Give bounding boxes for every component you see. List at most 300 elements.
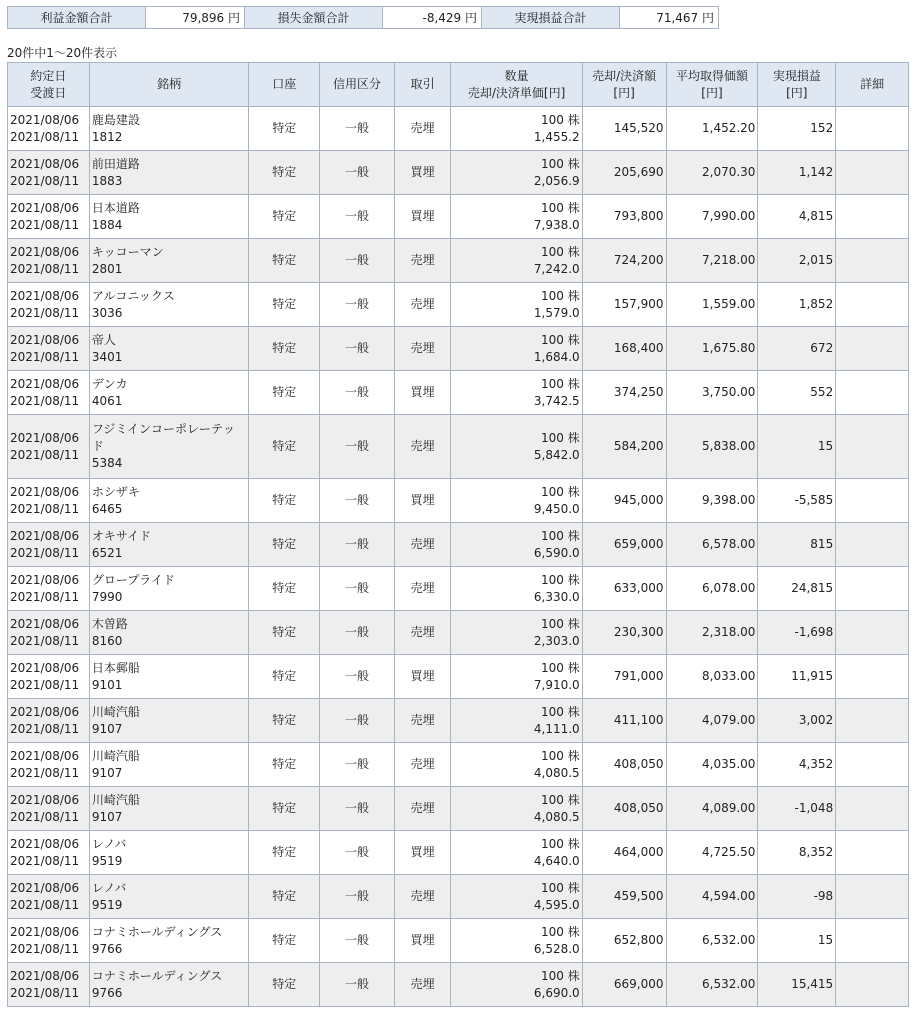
account-cell: 特定 bbox=[249, 831, 320, 875]
avg-cost-cell: 2,070.30 bbox=[666, 151, 758, 195]
detail-cell bbox=[836, 787, 909, 831]
trade-type-cell: 買埋 bbox=[394, 919, 451, 963]
trade-dates-cell bbox=[8, 743, 90, 787]
trade-type-cell: 買埋 bbox=[394, 831, 451, 875]
settle-amount-cell: 793,800 bbox=[582, 195, 666, 239]
security-code: 6465 bbox=[91, 501, 123, 516]
header-qty: 数量 売却/決済単価[円] bbox=[451, 63, 582, 107]
security-cell bbox=[89, 831, 249, 875]
realized-pl-cell: -1,698 bbox=[758, 611, 836, 655]
detail-cell bbox=[836, 283, 909, 327]
account-cell: 特定 bbox=[249, 743, 320, 787]
security-code: 9107 bbox=[91, 721, 123, 736]
avg-cost-cell: 6,532.00 bbox=[666, 963, 758, 1007]
table-row bbox=[8, 963, 909, 1007]
security-name: グロープライド bbox=[91, 572, 175, 587]
trade-type-cell: 売埋 bbox=[394, 611, 451, 655]
avg-cost-cell: 4,594.00 bbox=[666, 875, 758, 919]
security-code: 1884 bbox=[91, 217, 123, 232]
trade-type-cell: 売埋 bbox=[394, 787, 451, 831]
quantity: 100 株 bbox=[540, 288, 580, 303]
trade-type-cell: 売埋 bbox=[394, 875, 451, 919]
settle-date: 2021/08/11 bbox=[10, 217, 80, 232]
settle-date: 2021/08/11 bbox=[10, 305, 80, 320]
trade-dates-cell bbox=[8, 523, 90, 567]
settle-date: 2021/08/11 bbox=[10, 545, 80, 560]
table-row bbox=[8, 699, 909, 743]
table-row bbox=[8, 655, 909, 699]
qty-price-cell bbox=[451, 239, 582, 283]
security-cell bbox=[89, 743, 249, 787]
trade-type-cell: 売埋 bbox=[394, 523, 451, 567]
account-cell: 特定 bbox=[249, 963, 320, 1007]
table-row bbox=[8, 523, 909, 567]
credit-cell: 一般 bbox=[320, 831, 395, 875]
settle-date: 2021/08/11 bbox=[10, 589, 80, 604]
quantity: 100 株 bbox=[540, 376, 580, 391]
settle-price: 2,303.0 bbox=[533, 633, 580, 648]
trade-dates-cell bbox=[8, 963, 90, 1007]
detail-cell bbox=[836, 831, 909, 875]
qty-price-cell bbox=[451, 831, 582, 875]
settle-price: 7,242.0 bbox=[533, 261, 580, 276]
qty-price-cell bbox=[451, 371, 582, 415]
realized-pl-cell: 1,142 bbox=[758, 151, 836, 195]
security-name: 木曽路 bbox=[91, 616, 128, 631]
settle-price: 4,595.0 bbox=[533, 897, 580, 912]
account-cell: 特定 bbox=[249, 479, 320, 523]
trade-date: 2021/08/06 bbox=[10, 836, 80, 851]
security-code: 3401 bbox=[91, 349, 123, 364]
table-row bbox=[8, 107, 909, 151]
detail-cell bbox=[836, 479, 909, 523]
table-row bbox=[8, 875, 909, 919]
detail-cell bbox=[836, 919, 909, 963]
account-cell: 特定 bbox=[249, 107, 320, 151]
realized-pl-cell: 4,352 bbox=[758, 743, 836, 787]
loss-total-value: -8,429 円 bbox=[383, 7, 482, 29]
trade-date: 2021/08/06 bbox=[10, 968, 80, 983]
trade-dates-cell bbox=[8, 239, 90, 283]
account-cell: 特定 bbox=[249, 655, 320, 699]
quantity: 100 株 bbox=[540, 528, 580, 543]
realized-pl-cell: 1,852 bbox=[758, 283, 836, 327]
security-name: 日本道路 bbox=[91, 200, 140, 215]
settle-price: 1,579.0 bbox=[533, 305, 580, 320]
trade-date: 2021/08/06 bbox=[10, 332, 80, 347]
qty-price-cell bbox=[451, 523, 582, 567]
trade-type-cell: 買埋 bbox=[394, 151, 451, 195]
table-row bbox=[8, 611, 909, 655]
security-code: 9519 bbox=[91, 897, 123, 912]
detail-cell bbox=[836, 963, 909, 1007]
security-code: 6521 bbox=[91, 545, 123, 560]
security-cell bbox=[89, 919, 249, 963]
credit-cell: 一般 bbox=[320, 239, 395, 283]
settle-amount-cell: 791,000 bbox=[582, 655, 666, 699]
credit-cell: 一般 bbox=[320, 371, 395, 415]
security-code: 2801 bbox=[91, 261, 123, 276]
qty-price-cell bbox=[451, 743, 582, 787]
security-cell bbox=[89, 787, 249, 831]
table-row bbox=[8, 479, 909, 523]
credit-cell: 一般 bbox=[320, 283, 395, 327]
settle-date: 2021/08/11 bbox=[10, 897, 80, 912]
credit-cell: 一般 bbox=[320, 567, 395, 611]
avg-cost-cell: 6,578.00 bbox=[666, 523, 758, 567]
security-cell bbox=[89, 479, 249, 523]
settle-date: 2021/08/11 bbox=[10, 809, 80, 824]
settle-amount-cell: 659,000 bbox=[582, 523, 666, 567]
detail-cell bbox=[836, 567, 909, 611]
table-header-row bbox=[8, 63, 909, 107]
detail-cell bbox=[836, 611, 909, 655]
settle-amount-cell: 411,100 bbox=[582, 699, 666, 743]
realized-pl-cell: 2,015 bbox=[758, 239, 836, 283]
credit-cell: 一般 bbox=[320, 743, 395, 787]
trade-dates-cell bbox=[8, 371, 90, 415]
security-cell bbox=[89, 283, 249, 327]
detail-cell bbox=[836, 107, 909, 151]
security-name: ホシザキ bbox=[91, 484, 140, 499]
header-trade: 取引 bbox=[394, 63, 451, 107]
realized-pl-cell: 15 bbox=[758, 415, 836, 479]
trade-type-cell: 買埋 bbox=[394, 479, 451, 523]
realized-total-value: 71,467 円 bbox=[620, 7, 719, 29]
settle-amount-cell: 157,900 bbox=[582, 283, 666, 327]
realized-pl-table bbox=[7, 62, 909, 1007]
table-row bbox=[8, 567, 909, 611]
profit-total-label: 利益金額合計 bbox=[8, 7, 146, 29]
table-row bbox=[8, 371, 909, 415]
qty-price-cell bbox=[451, 327, 582, 371]
quantity: 100 株 bbox=[540, 244, 580, 259]
credit-cell: 一般 bbox=[320, 479, 395, 523]
header-detail: 詳細 bbox=[836, 63, 909, 107]
settle-amount-cell: 652,800 bbox=[582, 919, 666, 963]
avg-cost-cell: 4,089.00 bbox=[666, 787, 758, 831]
settle-price: 6,590.0 bbox=[533, 545, 580, 560]
settle-price: 6,528.0 bbox=[533, 941, 580, 956]
detail-cell bbox=[836, 195, 909, 239]
security-code: 3036 bbox=[91, 305, 123, 320]
qty-price-cell bbox=[451, 787, 582, 831]
settle-date: 2021/08/11 bbox=[10, 393, 80, 408]
trade-date: 2021/08/06 bbox=[10, 616, 80, 631]
realized-pl-cell: 24,815 bbox=[758, 567, 836, 611]
settle-date: 2021/08/11 bbox=[10, 677, 80, 692]
settle-amount-cell: 724,200 bbox=[582, 239, 666, 283]
security-cell bbox=[89, 699, 249, 743]
trade-date: 2021/08/06 bbox=[10, 880, 80, 895]
account-cell: 特定 bbox=[249, 371, 320, 415]
security-code: 9101 bbox=[91, 677, 123, 692]
security-cell bbox=[89, 655, 249, 699]
trade-date: 2021/08/06 bbox=[10, 200, 80, 215]
security-name: 川崎汽船 bbox=[91, 704, 140, 719]
qty-price-cell bbox=[451, 611, 582, 655]
settle-date: 2021/08/11 bbox=[10, 349, 80, 364]
quantity: 100 株 bbox=[540, 430, 580, 445]
detail-cell bbox=[836, 523, 909, 567]
trade-date: 2021/08/06 bbox=[10, 924, 80, 939]
security-cell bbox=[89, 151, 249, 195]
security-code: 5384 bbox=[91, 456, 123, 470]
qty-price-cell bbox=[451, 151, 582, 195]
security-name: オキサイド bbox=[91, 528, 151, 543]
settle-price: 4,640.0 bbox=[533, 853, 580, 868]
settle-price: 4,111.0 bbox=[533, 721, 580, 736]
security-code: 1883 bbox=[91, 173, 123, 188]
security-name: 日本郵船 bbox=[91, 660, 140, 675]
realized-pl-cell: 4,815 bbox=[758, 195, 836, 239]
account-cell: 特定 bbox=[249, 787, 320, 831]
trade-dates-cell bbox=[8, 327, 90, 371]
trade-dates-cell bbox=[8, 831, 90, 875]
trade-dates-cell bbox=[8, 567, 90, 611]
security-cell bbox=[89, 523, 249, 567]
quantity: 100 株 bbox=[540, 968, 580, 983]
realized-pl-cell: 15,415 bbox=[758, 963, 836, 1007]
settle-date: 2021/08/11 bbox=[10, 129, 80, 144]
account-cell: 特定 bbox=[249, 415, 320, 479]
quantity: 100 株 bbox=[540, 156, 580, 171]
settle-date: 2021/08/11 bbox=[10, 633, 80, 648]
qty-price-cell bbox=[451, 195, 582, 239]
settle-price: 3,742.5 bbox=[533, 393, 580, 408]
security-cell bbox=[89, 239, 249, 283]
realized-pl-cell: 15 bbox=[758, 919, 836, 963]
credit-cell: 一般 bbox=[320, 327, 395, 371]
security-name: 川崎汽船 bbox=[91, 748, 140, 763]
trade-type-cell: 売埋 bbox=[394, 699, 451, 743]
trade-dates-cell bbox=[8, 655, 90, 699]
trade-dates-cell bbox=[8, 195, 90, 239]
security-cell bbox=[89, 567, 249, 611]
quantity: 100 株 bbox=[540, 880, 580, 895]
avg-cost-cell: 2,318.00 bbox=[666, 611, 758, 655]
security-cell bbox=[89, 415, 249, 479]
settle-price: 1,684.0 bbox=[533, 349, 580, 364]
avg-cost-cell: 7,218.00 bbox=[666, 239, 758, 283]
trade-type-cell: 売埋 bbox=[394, 283, 451, 327]
quantity: 100 株 bbox=[540, 704, 580, 719]
security-cell bbox=[89, 963, 249, 1007]
qty-price-cell bbox=[451, 963, 582, 1007]
realized-pl-cell: 11,915 bbox=[758, 655, 836, 699]
settle-price: 1,455.2 bbox=[533, 129, 580, 144]
table-row bbox=[8, 787, 909, 831]
qty-price-cell bbox=[451, 479, 582, 523]
header-avg: 平均取得価額 [円] bbox=[666, 63, 758, 107]
header-dates: 約定日 受渡日 bbox=[8, 63, 90, 107]
settle-date: 2021/08/11 bbox=[10, 261, 80, 276]
table-row bbox=[8, 283, 909, 327]
qty-price-cell bbox=[451, 567, 582, 611]
trade-date: 2021/08/06 bbox=[10, 704, 80, 719]
trade-dates-cell bbox=[8, 415, 90, 479]
credit-cell: 一般 bbox=[320, 523, 395, 567]
credit-cell: 一般 bbox=[320, 611, 395, 655]
settle-date: 2021/08/11 bbox=[10, 501, 80, 516]
credit-cell: 一般 bbox=[320, 195, 395, 239]
credit-cell: 一般 bbox=[320, 151, 395, 195]
credit-cell: 一般 bbox=[320, 415, 395, 479]
loss-total-label: 損失金額合計 bbox=[245, 7, 383, 29]
settle-price: 6,330.0 bbox=[533, 589, 580, 604]
trade-dates-cell bbox=[8, 283, 90, 327]
settle-date: 2021/08/11 bbox=[10, 853, 80, 868]
realized-pl-cell: 8,352 bbox=[758, 831, 836, 875]
account-cell: 特定 bbox=[249, 195, 320, 239]
realized-pl-cell: 152 bbox=[758, 107, 836, 151]
trade-type-cell: 売埋 bbox=[394, 567, 451, 611]
header-name: 銘柄 bbox=[89, 63, 249, 107]
avg-cost-cell: 8,033.00 bbox=[666, 655, 758, 699]
settle-price: 5,842.0 bbox=[533, 447, 580, 462]
header-pl: 実現損益 [円] bbox=[758, 63, 836, 107]
trade-date: 2021/08/06 bbox=[10, 572, 80, 587]
account-cell: 特定 bbox=[249, 699, 320, 743]
trade-dates-cell bbox=[8, 787, 90, 831]
account-cell: 特定 bbox=[249, 611, 320, 655]
account-cell: 特定 bbox=[249, 875, 320, 919]
settle-amount-cell: 408,050 bbox=[582, 743, 666, 787]
avg-cost-cell: 1,675.80 bbox=[666, 327, 758, 371]
settle-date: 2021/08/11 bbox=[10, 447, 80, 462]
credit-cell: 一般 bbox=[320, 919, 395, 963]
result-count: 20件中1～20件表示 bbox=[7, 46, 118, 60]
settle-price: 2,056.9 bbox=[533, 173, 580, 188]
trade-dates-cell bbox=[8, 151, 90, 195]
settle-amount-cell: 205,690 bbox=[582, 151, 666, 195]
security-code: 4061 bbox=[91, 393, 123, 408]
security-cell bbox=[89, 875, 249, 919]
security-name: コナミホールディングス bbox=[91, 924, 223, 939]
detail-cell bbox=[836, 655, 909, 699]
trade-date: 2021/08/06 bbox=[10, 430, 80, 445]
realized-pl-cell: 552 bbox=[758, 371, 836, 415]
credit-cell: 一般 bbox=[320, 875, 395, 919]
security-name: フジミインコーポレーテッド bbox=[91, 422, 235, 453]
quantity: 100 株 bbox=[540, 332, 580, 347]
qty-price-cell bbox=[451, 107, 582, 151]
realized-pl-cell: 672 bbox=[758, 327, 836, 371]
table-row bbox=[8, 415, 909, 479]
trade-date: 2021/08/06 bbox=[10, 288, 80, 303]
trade-type-cell: 買埋 bbox=[394, 655, 451, 699]
security-code: 1812 bbox=[91, 129, 123, 144]
security-name: 鹿島建設 bbox=[91, 112, 140, 127]
summary-table bbox=[7, 6, 719, 29]
security-code: 9766 bbox=[91, 941, 123, 956]
avg-cost-cell: 4,079.00 bbox=[666, 699, 758, 743]
trade-type-cell: 売埋 bbox=[394, 743, 451, 787]
avg-cost-cell: 6,532.00 bbox=[666, 919, 758, 963]
account-cell: 特定 bbox=[249, 327, 320, 371]
credit-cell: 一般 bbox=[320, 699, 395, 743]
realized-pl-cell: 3,002 bbox=[758, 699, 836, 743]
table-row bbox=[8, 919, 909, 963]
security-code: 9107 bbox=[91, 809, 123, 824]
table-row bbox=[8, 151, 909, 195]
header-account: 口座 bbox=[249, 63, 320, 107]
security-name: 前田道路 bbox=[91, 156, 140, 171]
qty-price-cell bbox=[451, 655, 582, 699]
security-cell bbox=[89, 371, 249, 415]
settle-date: 2021/08/11 bbox=[10, 721, 80, 736]
detail-cell bbox=[836, 699, 909, 743]
quantity: 100 株 bbox=[540, 924, 580, 939]
avg-cost-cell: 1,559.00 bbox=[666, 283, 758, 327]
table-row bbox=[8, 195, 909, 239]
settle-amount-cell: 945,000 bbox=[582, 479, 666, 523]
settle-price: 7,938.0 bbox=[533, 217, 580, 232]
settle-date: 2021/08/11 bbox=[10, 765, 80, 780]
trade-date: 2021/08/06 bbox=[10, 484, 80, 499]
detail-cell bbox=[836, 371, 909, 415]
detail-cell bbox=[836, 415, 909, 479]
security-code: 9766 bbox=[91, 985, 123, 1000]
settle-price: 4,080.5 bbox=[533, 765, 580, 780]
settle-amount-cell: 459,500 bbox=[582, 875, 666, 919]
security-cell bbox=[89, 611, 249, 655]
settle-amount-cell: 669,000 bbox=[582, 963, 666, 1007]
header-amount: 売却/決済額 [円] bbox=[582, 63, 666, 107]
avg-cost-cell: 4,725.50 bbox=[666, 831, 758, 875]
settle-amount-cell: 374,250 bbox=[582, 371, 666, 415]
settle-amount-cell: 230,300 bbox=[582, 611, 666, 655]
trade-date: 2021/08/06 bbox=[10, 156, 80, 171]
trade-type-cell: 買埋 bbox=[394, 371, 451, 415]
settle-amount-cell: 168,400 bbox=[582, 327, 666, 371]
table-row bbox=[8, 743, 909, 787]
quantity: 100 株 bbox=[540, 616, 580, 631]
credit-cell: 一般 bbox=[320, 655, 395, 699]
realized-pl-cell: 815 bbox=[758, 523, 836, 567]
avg-cost-cell: 9,398.00 bbox=[666, 479, 758, 523]
security-name: レノバ bbox=[91, 836, 127, 851]
trade-dates-cell bbox=[8, 699, 90, 743]
trade-type-cell: 売埋 bbox=[394, 327, 451, 371]
avg-cost-cell: 5,838.00 bbox=[666, 415, 758, 479]
trade-date: 2021/08/06 bbox=[10, 748, 80, 763]
security-name: 川崎汽船 bbox=[91, 792, 140, 807]
settle-amount-cell: 464,000 bbox=[582, 831, 666, 875]
security-cell bbox=[89, 195, 249, 239]
security-name: レノバ bbox=[91, 880, 127, 895]
avg-cost-cell: 1,452.20 bbox=[666, 107, 758, 151]
security-code: 9107 bbox=[91, 765, 123, 780]
trade-date: 2021/08/06 bbox=[10, 244, 80, 259]
settle-date: 2021/08/11 bbox=[10, 985, 80, 1000]
quantity: 100 株 bbox=[540, 200, 580, 215]
credit-cell: 一般 bbox=[320, 787, 395, 831]
settle-date: 2021/08/11 bbox=[10, 941, 80, 956]
detail-cell bbox=[836, 327, 909, 371]
trade-date: 2021/08/06 bbox=[10, 528, 80, 543]
quantity: 100 株 bbox=[540, 660, 580, 675]
qty-price-cell bbox=[451, 415, 582, 479]
realized-pl-cell: -98 bbox=[758, 875, 836, 919]
quantity: 100 株 bbox=[540, 572, 580, 587]
account-cell: 特定 bbox=[249, 151, 320, 195]
avg-cost-cell: 3,750.00 bbox=[666, 371, 758, 415]
trade-type-cell: 売埋 bbox=[394, 415, 451, 479]
avg-cost-cell: 6,078.00 bbox=[666, 567, 758, 611]
quantity: 100 株 bbox=[540, 748, 580, 763]
trade-type-cell: 売埋 bbox=[394, 107, 451, 151]
